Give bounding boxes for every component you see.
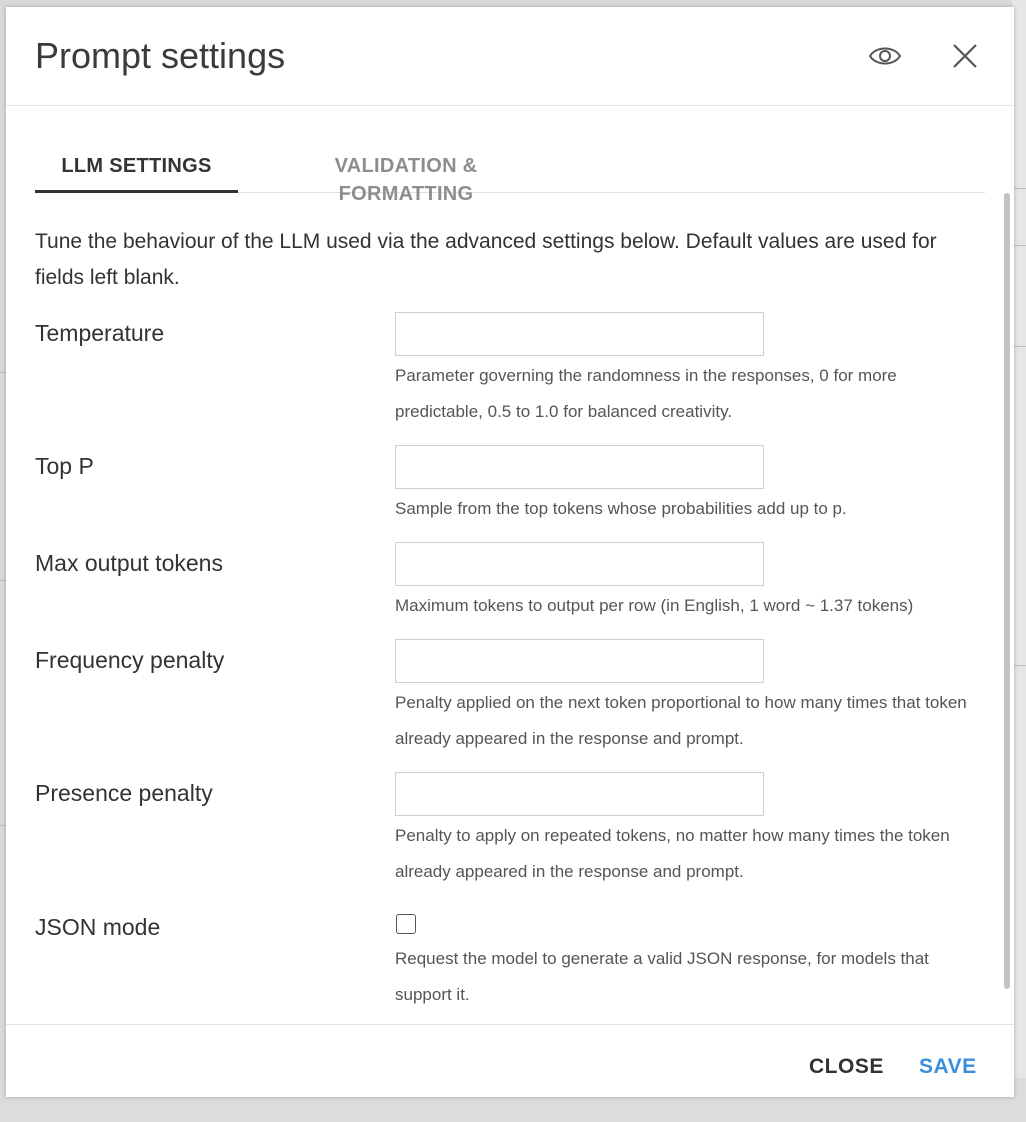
temperature-label: Temperature: [35, 320, 165, 346]
presence-penalty-input[interactable]: [395, 772, 764, 816]
top-p-input[interactable]: [395, 445, 764, 489]
json-mode-checkbox[interactable]: [396, 914, 416, 934]
dialog-title: Prompt settings: [35, 35, 286, 76]
tab-validation-formatting[interactable]: VALIDATION & FORMATTING: [334, 155, 478, 205]
background-divider: [1012, 245, 1026, 246]
presence-penalty-label: Presence penalty: [35, 780, 213, 806]
background-divider: [1012, 665, 1026, 666]
eye-icon[interactable]: [868, 43, 902, 69]
dialog-footer: [6, 1024, 1014, 1098]
background-divider: [1012, 346, 1026, 347]
temperature-input[interactable]: [395, 312, 764, 356]
settings-tabs: [35, 152, 985, 205]
tab-llm-settings[interactable]: LLM SETTINGS: [35, 152, 238, 193]
background-divider: [1012, 188, 1026, 189]
frequency-penalty-label: Frequency penalty: [35, 647, 225, 673]
top-p-help: Sample from the top tokens whose probabilities add up to p.: [395, 499, 847, 518]
prompt-settings-dialog: [6, 7, 1014, 1097]
close-icon[interactable]: [950, 41, 980, 71]
scrollbar-thumb[interactable]: [1004, 193, 1010, 989]
top-p-label: Top P: [35, 453, 94, 479]
presence-penalty-help: Penalty to apply on repeated tokens, no matter how many times the token already appeared in the response and prompt.: [395, 826, 950, 881]
dialog-header: [6, 7, 1014, 106]
save-button[interactable]: SAVE: [919, 1055, 977, 1078]
close-button[interactable]: CLOSE: [809, 1055, 884, 1078]
frequency-penalty-help: Penalty applied on the next token proportional to how many times that token already appeared in the response and prompt.: [395, 693, 967, 748]
json-mode-label: JSON mode: [35, 914, 161, 940]
max-output-tokens-input[interactable]: [395, 542, 764, 586]
json-mode-help: Request the model to generate a valid JSON response, for models that support it.: [395, 949, 929, 1004]
scrollbar[interactable]: [1002, 193, 1012, 995]
intro-text: Tune the behaviour of the LLM used via the advanced settings below. Default values are used for fields left blank.: [35, 230, 937, 289]
max-output-tokens-label: Max output tokens: [35, 550, 223, 576]
max-output-tokens-help: Maximum tokens to output per row (in English, 1 word ~ 1.37 tokens): [395, 596, 914, 615]
temperature-help: Parameter governing the randomness in the responses, 0 for more predictable, 0.5 to 1.0 for balanced creativity.: [395, 366, 897, 421]
dialog-body: [6, 106, 1014, 1024]
frequency-penalty-input[interactable]: [395, 639, 764, 683]
background-right-strip: [1012, 0, 1026, 1122]
